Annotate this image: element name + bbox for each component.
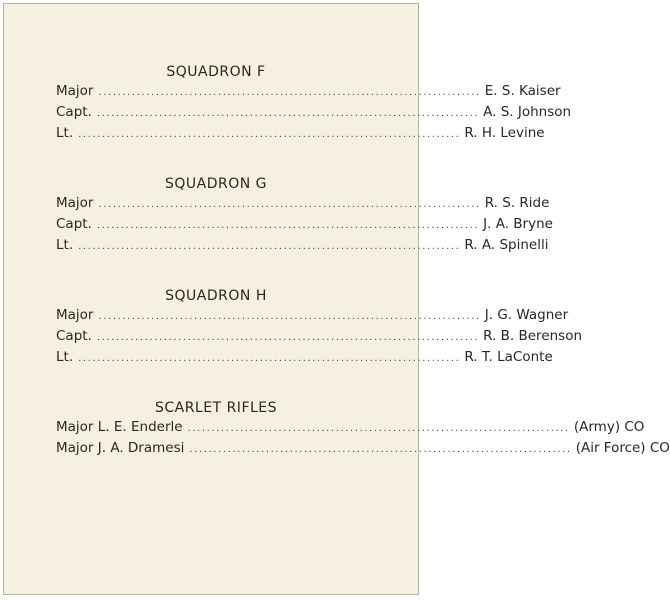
officer-name: Major J. A. Dramesi xyxy=(56,440,185,456)
officer-name: R. H. Levine xyxy=(464,125,545,141)
officer-name: R. A. Spinelli xyxy=(464,237,549,253)
roster-row xyxy=(56,440,670,461)
section-heading: SQUADRON F xyxy=(166,64,266,80)
officer-name: A. S. Johnson xyxy=(483,104,572,120)
rank-label: Lt. xyxy=(56,349,74,365)
leader-dots: ................................................................................ xyxy=(78,353,461,364)
leader-dots: ................................................................................ xyxy=(78,241,461,252)
officer-name: Major L. E. Enderle xyxy=(56,419,183,435)
roster-row xyxy=(56,195,550,216)
roster-row xyxy=(56,237,549,258)
roster-row xyxy=(56,349,553,370)
leader-dots: ................................................................................ xyxy=(98,199,481,210)
roster-row xyxy=(56,125,545,146)
rank-label: Capt. xyxy=(56,328,92,344)
section-squadron-f xyxy=(56,62,572,146)
rank-label: Capt. xyxy=(56,216,92,232)
rank-label: Lt. xyxy=(56,125,74,141)
roster-row xyxy=(56,83,561,104)
program-page xyxy=(3,3,670,595)
roster-row xyxy=(56,419,645,440)
officer-name: R. T. LaConte xyxy=(464,349,553,365)
leader-dots: ................................................................................ xyxy=(96,108,480,119)
roster-row xyxy=(56,104,572,125)
officer-name: J. G. Wagner xyxy=(484,307,569,323)
officer-name: R. B. Berenson xyxy=(483,328,583,344)
rank-label: Lt. xyxy=(56,237,74,253)
officer-name: R. S. Ride xyxy=(484,195,550,211)
leader-dots: ................................................................................ xyxy=(98,87,481,98)
section-scarlet-rifles xyxy=(56,398,670,461)
rank-label: Capt. xyxy=(56,104,92,120)
section-squadron-g xyxy=(56,174,553,258)
branch-role: (Army) CO xyxy=(573,419,645,435)
section-heading: SCARLET RIFLES xyxy=(154,400,278,416)
officer-name: E. S. Kaiser xyxy=(484,83,561,99)
branch-role: (Air Force) CO xyxy=(575,440,670,456)
leader-dots: ................................................................................ xyxy=(189,444,572,455)
section-heading: SQUADRON G xyxy=(164,176,268,192)
leader-dots: ................................................................................ xyxy=(187,423,570,434)
section-squadron-h xyxy=(56,286,583,370)
roster-row xyxy=(56,216,553,237)
rank-label: Major xyxy=(56,307,94,323)
roster-row xyxy=(56,328,583,349)
roster-row xyxy=(56,307,569,328)
leader-dots: ................................................................................ xyxy=(78,129,461,140)
rank-label: Major xyxy=(56,195,94,211)
leader-dots: ................................................................................ xyxy=(98,311,481,322)
roster xyxy=(56,62,670,461)
officer-name: J. A. Bryne xyxy=(483,216,553,232)
section-heading: SQUADRON H xyxy=(165,288,267,304)
rank-label: Major xyxy=(56,83,94,99)
leader-dots: ................................................................................ xyxy=(96,332,480,343)
leader-dots: ................................................................................ xyxy=(96,220,480,231)
